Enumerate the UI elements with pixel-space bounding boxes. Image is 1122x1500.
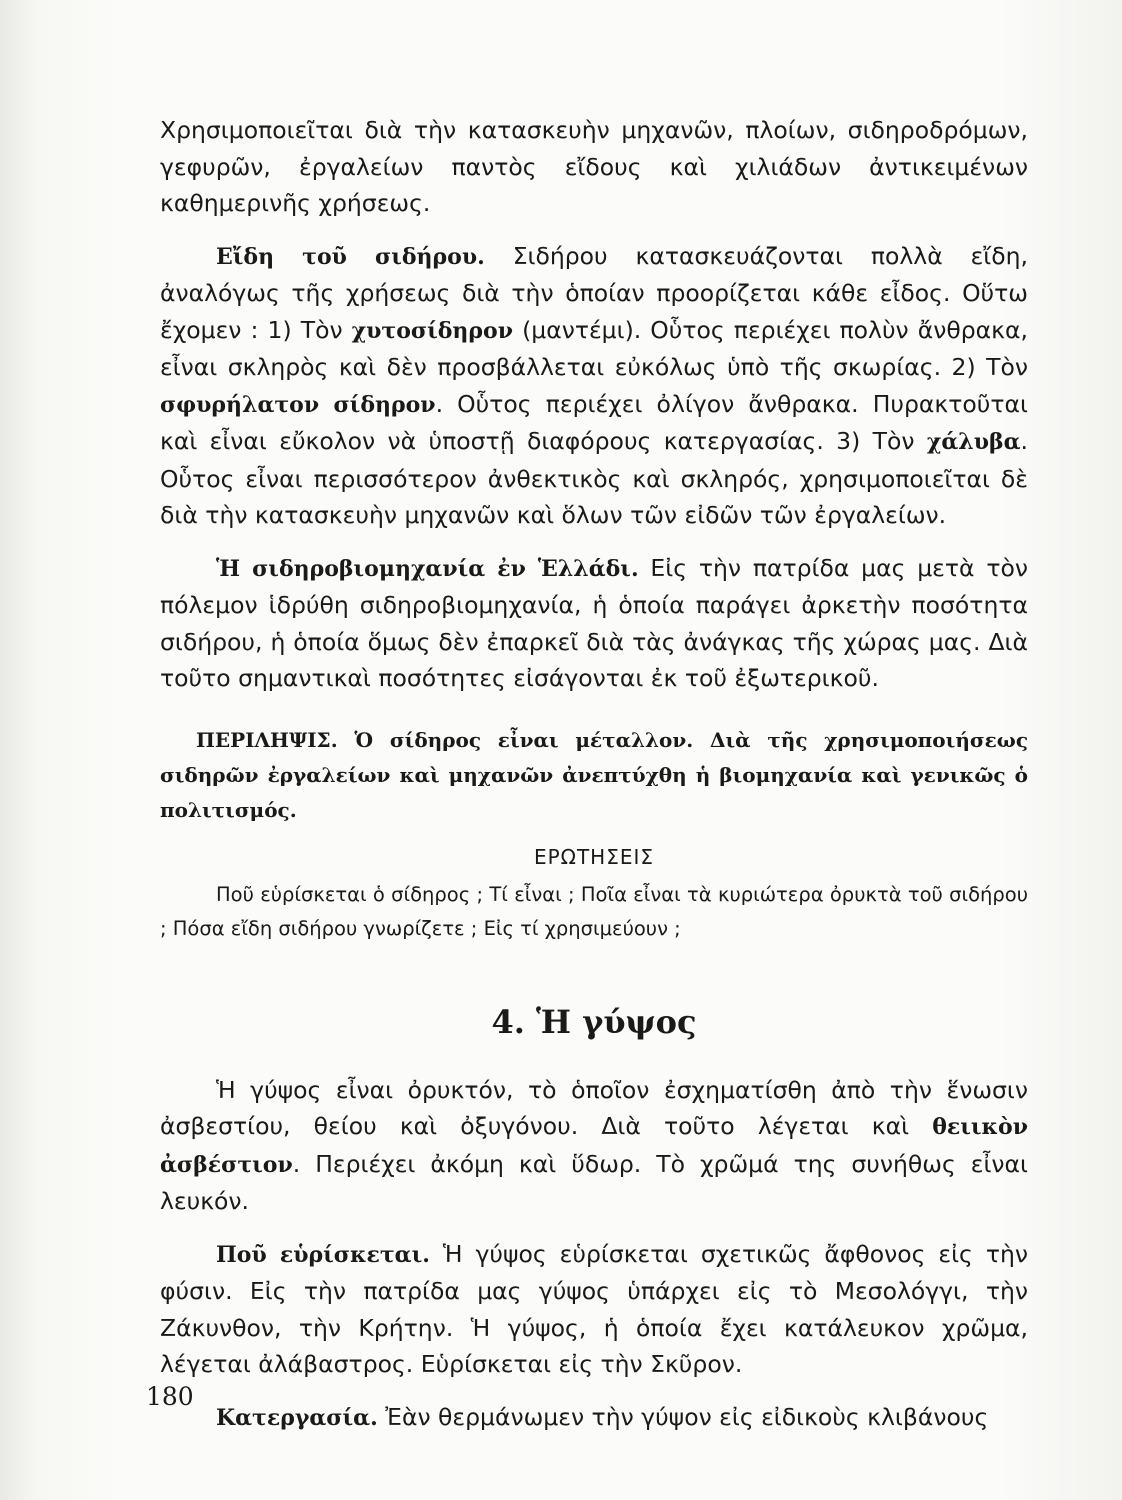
paragraph-industry (160, 550, 1028, 697)
paragraph-iron-types (160, 238, 1028, 534)
paragraph-uses: Χρησιμοποιεῖται διὰ τὴν κατασκευὴν μηχανῶν, πλοίων, σιδηροδρόμων, γεφυρῶν, ἐργαλείων παντὸς εἴδους καὶ χιλιάδων ἀντικειμένων καθημερινῆς χρήσεως. (160, 116, 1028, 217)
text-segment: Ἡ γύψος εἶναι ὀρυκτόν, τὸ ὁποῖον ἐσχηματίσθη ἀπὸ τὴν ἕνωσιν ἀσβεστίου, θείου καὶ ὀξυγόνου. Διὰ τοῦτο λέγεται καὶ (160, 1075, 1028, 1140)
text-segment: (μαντέμι). Οὗτος περιέχει πολὺν ἄνθρακα, εἶναι σκληρὸς καὶ δὲν προσβάλλεται εὐκόλως ὑπὸ τῆς σκωρίας. 2) Τὸν (160, 315, 1028, 381)
text-segment: Ἡ γύψος εὑρίσκεται σχετικῶς ἄφθονος εἰς τὴν φύσιν. Εἰς τὴν πατρίδα μας γύψος ὑπάρχει εἰς τὸ Μεσολόγγι, τὴν Ζάκυνθον, τὴν Κρήτην. Ἡ γύψος, ἡ ὁποία ἔχει κατάλευκον χρῶμα, λέγεται ἀλάβαστρος. Εὑρίσκεται εἰς τὴν Σκῦρον. (160, 1239, 1028, 1378)
text-segment: . Περιέχει ἀκόμη καὶ ὕδωρ. Τὸ χρῶμά της συνήθως εἶναι λευκόν. (160, 1149, 1028, 1215)
text-segment: Ἐὰν θερμάνωμεν τὴν γύψον εἰς εἰδικοὺς κλιβάνους (377, 1402, 989, 1431)
text-segment: . Οὗτος εἶναι περισσότερον ἀνθεκτικὸς καὶ σκληρός, χρησιμοποιεῖται δὲ διὰ τὴν κατασκευὴν μηχανῶν καὶ ὅλων τῶν εἰδῶν τῶν ἐργαλείων. (160, 427, 1028, 529)
page-number: 180 (146, 1382, 194, 1411)
paragraph-processing (160, 1399, 1028, 1437)
term-steel: χάλυβα (926, 429, 1021, 455)
section-title: 4. Ἡ γύψος (491, 1002, 697, 1041)
summary: ΠΕΡΙΛΗΨΙΣ. Ὁ σίδηρος εἶναι μέταλλον. Διὰ τῆς χρησιμοποιήσεως σιδηρῶν ἐργαλείων καὶ μηχανῶν ἀνεπτύχθη ἡ βιομηχανία καὶ γενικῶς ὁ πολιτισμός. (160, 727, 1028, 822)
text-segment: Εἰς τὴν πατρίδα μας μετὰ τὸν πόλεμον ἱδρύθη σιδηροβιομηχανία, ἡ ὁποία παράγει ἀρκετὴν ποσότητα σιδήρου, ἡ ὁποία ὅμως δὲν ἐπαρκεῖ διὰ τὰς ἀνάγκας τῆς χώρας μας. Διὰ τοῦτο σημαντικαὶ ποσότητες εἰσάγονται ἐκ τοῦ ἐξωτερικοῦ. (160, 553, 1028, 692)
questions-title: ΕΡΩΤΗΣΕΙΣ (533, 844, 655, 869)
heading-industry: Ἡ σιδηροβιομηχανία ἐν Ἑλλάδι. (216, 555, 639, 582)
text-segment: . Οὗτος περιέχει ὀλίγον ἄνθρακα. Πυρακτοῦται καὶ εἶναι εὔκολον νὰ ὑποστῇ διαφόρους κατεργασίας. 3) Τὸν (160, 389, 1028, 455)
heading-processing: Κατεργασία. (216, 1404, 378, 1431)
term-cast-iron: χυτοσίδηρον (351, 317, 513, 344)
paragraph-gypsum (160, 1072, 1028, 1220)
page-content (160, 112, 1028, 1436)
paragraph-where (160, 1236, 1028, 1383)
questions-text: Ποῦ εὑρίσκεται ὁ σίδηρος ; Τί εἶναι ; Ποῖα εἶναι τὰ κυριώτερα ὀρυκτὰ τοῦ σιδήρου ; Πόσα εἴδη σιδήρου γνωρίζετε ; Εἰς τί χρησιμεύουν ; (160, 882, 1028, 940)
text-segment: Σιδήρου κατασκευάζονται πολλὰ εἴδη, ἀναλόγως τῆς χρήσεως διὰ τὴν ὁποίαν προορίζεται κάθε εἶδος. Οὕτω ἔχομεν : 1) Τὸν (160, 241, 1028, 344)
heading-where: Ποῦ εὑρίσκεται. (216, 1241, 430, 1268)
term-calcium-sulfate: θειικὸν ἀσβέστιον (160, 1114, 1028, 1178)
term-wrought-iron: σφυρήλατον σίδηρον (160, 391, 436, 418)
heading-iron-types: Εἴδη τοῦ σιδήρου. (216, 243, 485, 270)
